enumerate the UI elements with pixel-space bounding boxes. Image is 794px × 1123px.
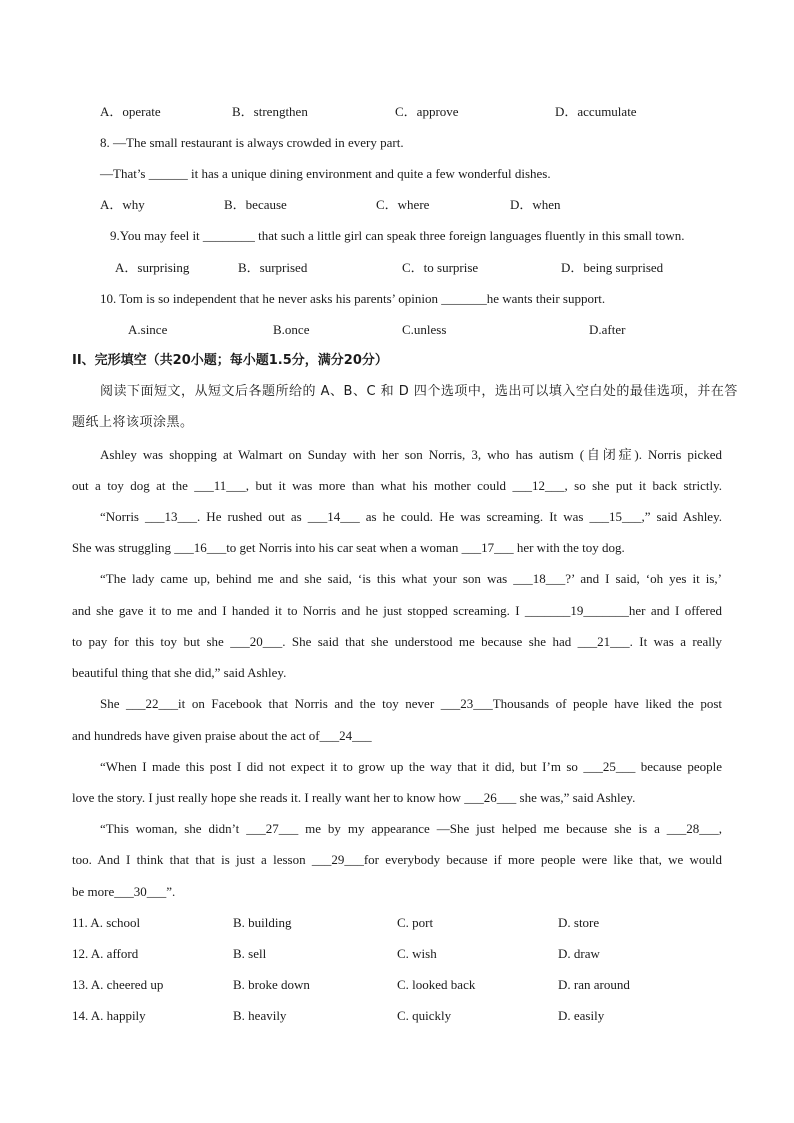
answer-14-option-b: B. heavily — [233, 1008, 287, 1023]
q8-option-b: B．because — [224, 197, 287, 212]
passage-line: too. And I think that that is just a lesson ___29___for everybody because if more people were like that, we would — [72, 852, 722, 867]
q8-question-cont: —That’s ______ it has a unique dining environment and quite a few wonderful dishes. — [100, 166, 551, 181]
answer-13-option-a: 13. A. cheered up — [72, 977, 164, 992]
passage-line: “Norris ___13___. He rushed out as ___14___ as he could. He was screaming. It was ___15___,” said Ashley. — [100, 509, 722, 524]
q8-question: 8. —The small restaurant is always crowded in every part. — [100, 135, 404, 150]
answer-13-option-c: C. looked back — [397, 977, 476, 992]
q7-option-c: C．approve — [395, 104, 459, 119]
section-instructions: 阅读下面短文，从短文后各题所给的 A、B、C 和 D 四个选项中，选出可以填入空白处的最佳选项，并在答 — [100, 384, 738, 399]
q7-option-d: D．accumulate — [555, 104, 637, 119]
answer-14-option-c: C. quickly — [397, 1008, 452, 1023]
q8-option-a: A．why — [100, 197, 145, 212]
answer-12-option-a: 12. A. afford — [72, 946, 139, 961]
passage-line: love the story. I just really hope she reads it. I really want her to know how ___26___ she was,” said Ashley. — [72, 790, 636, 805]
q8-option-d: D．when — [510, 197, 561, 212]
section-instructions-cont: 题纸上将该项涂黑。 — [72, 415, 194, 430]
answer-11-option-b: B. building — [233, 915, 292, 930]
passage-line: to pay for this toy but she ___20___. She said that she understood me because she had ___21___. It was a really — [72, 634, 722, 649]
answer-12-option-c: C. wish — [397, 946, 437, 961]
q10-option-b: B.once — [273, 322, 310, 337]
answer-12-option-b: B. sell — [233, 946, 267, 961]
passage-line: “When I made this post I did not expect it to grow up the way that it did, but I’m so ___25___ because people — [100, 759, 722, 774]
q10-option-d: D.after — [589, 322, 626, 337]
q7-option-a: A．operate — [100, 104, 161, 119]
q9-option-b: B．surprised — [238, 260, 308, 275]
q9-question: 9.You may feel it ________ that such a little girl can speak three foreign languages fluently in this small town. — [110, 228, 685, 243]
passage-line: out a toy dog at the ___11___, but it was more than what his mother could ___12___, so she put it back strictly. — [72, 478, 722, 493]
q10-option-c: C.unless — [402, 322, 447, 337]
answer-13-option-d: D. ran around — [558, 977, 630, 992]
q8-option-c: C．where — [376, 197, 430, 212]
passage-line: Ashley was shopping at Walmart on Sunday with her son Norris, 3, who has autism (自闭症). Norris picked — [100, 447, 722, 462]
q7-option-b: B．strengthen — [232, 104, 308, 119]
q10-question: 10. Tom is so independent that he never asks his parents’ opinion _______he wants their support. — [100, 291, 606, 306]
passage-line: “The lady came up, behind me and she said, ‘is this what your son was ___18___?’ and I said, ‘oh yes it is,’ — [100, 571, 722, 586]
passage-line: She was struggling ___16___to get Norris into his car seat when a woman ___17___ her with the toy dog. — [72, 540, 625, 555]
section-heading: II、完形填空（共20小题；每小题1.5分，满分20分） — [72, 353, 388, 368]
answer-14-option-a: 14. A. happily — [72, 1008, 146, 1023]
q10-option-a: A.since — [128, 322, 168, 337]
passage-line: beautiful thing that she did,” said Ashley. — [72, 665, 287, 680]
answer-14-option-d: D. easily — [558, 1008, 605, 1023]
passage-line: be more___30___”. — [72, 884, 176, 899]
q9-option-c: C．to surprise — [402, 260, 479, 275]
answer-11-option-c: C. port — [397, 915, 434, 930]
answer-11-option-d: D. store — [558, 915, 600, 930]
q9-option-d: D．being surprised — [561, 260, 664, 275]
answer-13-option-b: B. broke down — [233, 977, 310, 992]
answer-11-option-a: 11. A. school — [72, 915, 141, 930]
q9-option-a: A．surprising — [115, 260, 190, 275]
passage-line: “This woman, she didn’t ___27___ me by my appearance —She just helped me because she is a ___28___, — [100, 821, 722, 836]
passage-line: and she gave it to me and I handed it to Norris and he just stopped screaming. I _______19_______her and I offered — [72, 603, 722, 618]
answer-12-option-d: D. draw — [558, 946, 600, 961]
passage-line: She ___22___it on Facebook that Norris and the toy never ___23___Thousands of people have liked the post — [100, 696, 722, 711]
passage-line: and hundreds have given praise about the act of___24___ — [72, 728, 372, 743]
